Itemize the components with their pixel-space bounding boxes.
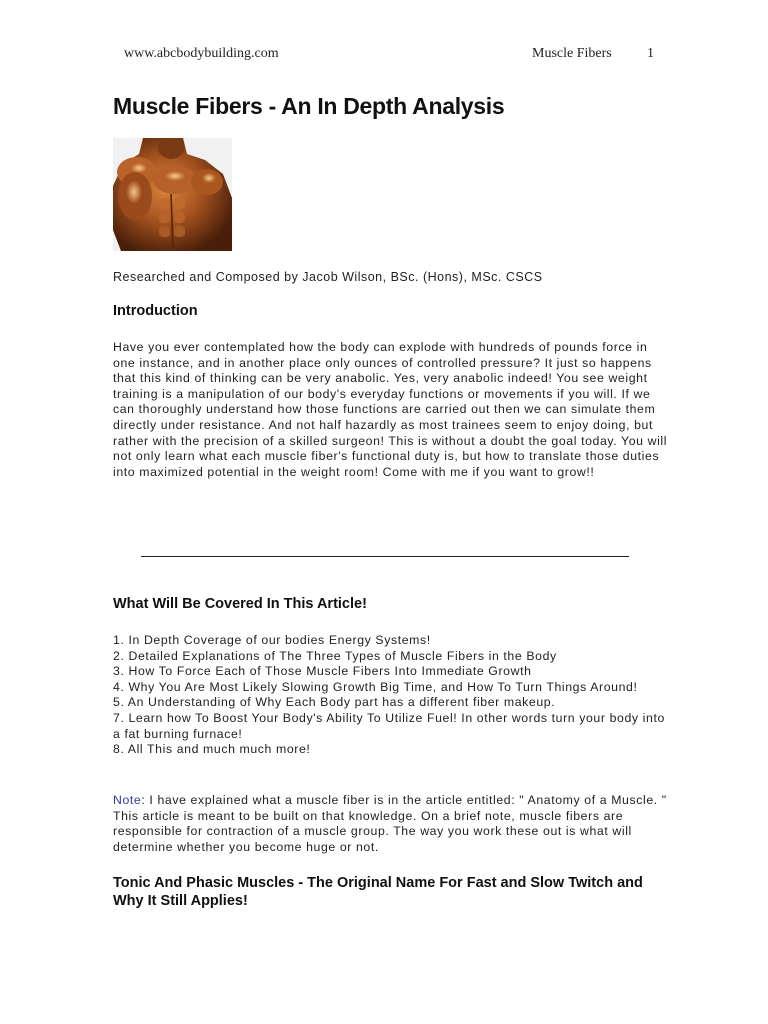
author-byline: Researched and Composed by Jacob Wilson, BSc. (Hons), MSc. CSCS (113, 270, 543, 284)
note-label: Note (113, 793, 142, 807)
introduction-heading: Introduction (113, 303, 198, 319)
covered-heading: What Will Be Covered In This Article! (113, 596, 367, 612)
tonic-phasic-heading: Tonic And Phasic Muscles - The Original Name For Fast and Slow Twitch and Why It Still Applies! (113, 875, 643, 909)
list-item: 3. How To Force Each of Those Muscle Fibers Into Immediate Growth (113, 664, 532, 679)
list-item: 4. Why You Are Most Likely Slowing Growth Big Time, and How To Turn Things Around! (113, 679, 638, 694)
list-item: 2. Detailed Explanations of The Three Types of Muscle Fibers in the Body (113, 648, 557, 663)
list-item: 5. An Understanding of Why Each Body part has a different fiber makeup. (113, 695, 556, 710)
introduction-paragraph: Have you ever contemplated how the body can explode with hundreds of pounds force in one instance, and in another place only ounces of controlled pressure? It just so happens that this kind of thinking can be very anabolic. Yes, very anabolic indeed! You see weight training is a manipulation of our body's everyday functions or movements if you will. If we can thoroughly understand how those functions are carried out then we can simulate them directly under resistance. And not half hazardly as most trainees seem to enjoy doing, but rather with the precision of a skilled surgeon! This is without a doubt the goal today. You will not only learn what each muscle fiber's functional duty is, but how to translate those duties into maximized potential in the weight room! Come with me if you want to grow!! (113, 340, 668, 479)
note-paragraph (113, 793, 673, 855)
list-item: 7. Learn how To Boost Your Body's Ability To Utilize Fuel! In other words turn your body into a fat burning furnace! (113, 710, 665, 741)
header-section-title: Muscle Fibers (532, 46, 612, 61)
section-divider (141, 556, 629, 557)
page-header (124, 46, 656, 66)
covered-list (113, 633, 673, 758)
list-item: 1. In Depth Coverage of our bodies Energy Systems! (113, 633, 431, 647)
note-text: : I have explained what a muscle fiber is in the article entitled: " Anatomy of a Muscle. " This article is meant to be built on that knowledge. On a brief note, muscle fibers are responsible for contraction of a muscle group. The way you work these out is what will determine whether you become huge or not. (113, 793, 667, 854)
list-item: 8. All This and much much more! (113, 742, 311, 757)
header-url: www.abcbodybuilding.com (124, 46, 279, 61)
page-number: 1 (647, 46, 654, 61)
article-title: Muscle Fibers - An In Depth Analysis (113, 93, 505, 119)
bodybuilder-photo (113, 138, 232, 251)
